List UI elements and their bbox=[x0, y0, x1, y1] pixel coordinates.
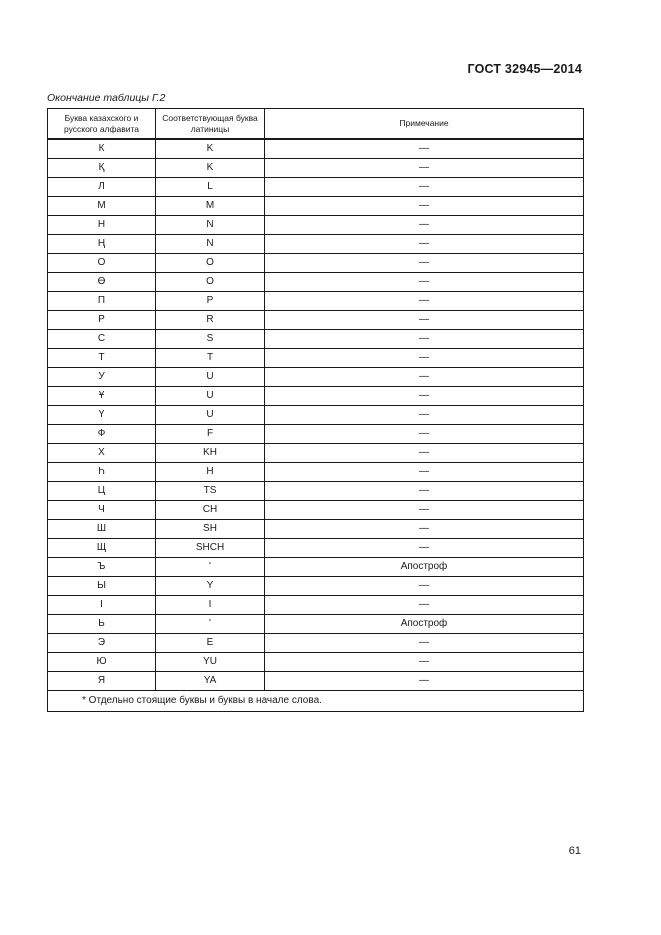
table-row bbox=[48, 482, 584, 501]
cell-cyrillic-letter: К bbox=[48, 139, 156, 159]
cell-note: — bbox=[265, 406, 584, 425]
table-row bbox=[48, 273, 584, 292]
cell-cyrillic-letter: П bbox=[48, 292, 156, 311]
table-row bbox=[48, 634, 584, 653]
table-row bbox=[48, 672, 584, 691]
cell-cyrillic-letter: М bbox=[48, 197, 156, 216]
table-row bbox=[48, 387, 584, 406]
cell-cyrillic-letter: Щ bbox=[48, 539, 156, 558]
table-row bbox=[48, 615, 584, 634]
cell-note: — bbox=[265, 292, 584, 311]
cell-note: — bbox=[265, 387, 584, 406]
cell-latin-letter: S bbox=[156, 330, 265, 349]
table-row bbox=[48, 406, 584, 425]
cell-note: — bbox=[265, 520, 584, 539]
cell-latin-letter: SHCH bbox=[156, 539, 265, 558]
cell-cyrillic-letter: І bbox=[48, 596, 156, 615]
table-row bbox=[48, 349, 584, 368]
table-row bbox=[48, 653, 584, 672]
cell-cyrillic-letter: Ұ bbox=[48, 387, 156, 406]
cell-cyrillic-letter: У bbox=[48, 368, 156, 387]
transliteration-table bbox=[47, 108, 584, 712]
cell-note: — bbox=[265, 482, 584, 501]
cell-latin-letter: P bbox=[156, 292, 265, 311]
footnote-row bbox=[48, 691, 584, 712]
table-row bbox=[48, 368, 584, 387]
table-row bbox=[48, 254, 584, 273]
table-row bbox=[48, 330, 584, 349]
cell-note: — bbox=[265, 216, 584, 235]
cell-cyrillic-letter: Р bbox=[48, 311, 156, 330]
cell-note: — bbox=[265, 330, 584, 349]
cell-note: — bbox=[265, 178, 584, 197]
cell-cyrillic-letter: Э bbox=[48, 634, 156, 653]
cell-cyrillic-letter: Ы bbox=[48, 577, 156, 596]
column-header-note: Примечание bbox=[265, 109, 584, 140]
cell-note: — bbox=[265, 634, 584, 653]
cell-latin-letter: L bbox=[156, 178, 265, 197]
cell-cyrillic-letter: Ң bbox=[48, 235, 156, 254]
cell-latin-letter: U bbox=[156, 406, 265, 425]
table-caption: Окончание таблицы Г.2 bbox=[47, 92, 166, 104]
cell-latin-letter: U bbox=[156, 368, 265, 387]
table-row bbox=[48, 235, 584, 254]
cell-cyrillic-letter: Ө bbox=[48, 273, 156, 292]
cell-note: — bbox=[265, 577, 584, 596]
cell-cyrillic-letter: О bbox=[48, 254, 156, 273]
cell-note: — bbox=[265, 501, 584, 520]
table-row bbox=[48, 596, 584, 615]
cell-note: — bbox=[265, 159, 584, 178]
cell-latin-letter: YA bbox=[156, 672, 265, 691]
table-row bbox=[48, 520, 584, 539]
cell-note: — bbox=[265, 349, 584, 368]
cell-note: — bbox=[265, 672, 584, 691]
cell-latin-letter: K bbox=[156, 139, 265, 159]
column-header-latin: Соответствующая буква латиницы bbox=[156, 109, 265, 140]
cell-latin-letter: O bbox=[156, 254, 265, 273]
cell-note: — bbox=[265, 235, 584, 254]
cell-latin-letter: Y bbox=[156, 577, 265, 596]
cell-cyrillic-letter: Л bbox=[48, 178, 156, 197]
cell-note: — bbox=[265, 539, 584, 558]
cell-note: — bbox=[265, 444, 584, 463]
table-row bbox=[48, 577, 584, 596]
column-header-cyrillic: Буква казахского и русского алфавита bbox=[48, 109, 156, 140]
cell-latin-letter: KH bbox=[156, 444, 265, 463]
cell-latin-letter: ' bbox=[156, 615, 265, 634]
cell-cyrillic-letter: Ц bbox=[48, 482, 156, 501]
cell-note: Апостроф bbox=[265, 615, 584, 634]
cell-cyrillic-letter: Н bbox=[48, 216, 156, 235]
table-row bbox=[48, 558, 584, 577]
cell-cyrillic-letter: Ү bbox=[48, 406, 156, 425]
document-code: ГОСТ 32945—2014 bbox=[467, 62, 582, 76]
table-row bbox=[48, 501, 584, 520]
cell-note: — bbox=[265, 368, 584, 387]
cell-cyrillic-letter: Я bbox=[48, 672, 156, 691]
cell-latin-letter: H bbox=[156, 463, 265, 482]
cell-latin-letter: N bbox=[156, 216, 265, 235]
cell-cyrillic-letter: Ю bbox=[48, 653, 156, 672]
cell-note: — bbox=[265, 273, 584, 292]
table-row bbox=[48, 444, 584, 463]
cell-cyrillic-letter: Ф bbox=[48, 425, 156, 444]
cell-note: — bbox=[265, 463, 584, 482]
cell-note: Апостроф bbox=[265, 558, 584, 577]
cell-cyrillic-letter: Ш bbox=[48, 520, 156, 539]
cell-cyrillic-letter: С bbox=[48, 330, 156, 349]
cell-latin-letter: SH bbox=[156, 520, 265, 539]
cell-cyrillic-letter: Х bbox=[48, 444, 156, 463]
cell-latin-letter: R bbox=[156, 311, 265, 330]
cell-latin-letter: I bbox=[156, 596, 265, 615]
cell-latin-letter: N bbox=[156, 235, 265, 254]
cell-cyrillic-letter: Қ bbox=[48, 159, 156, 178]
table-body bbox=[48, 139, 584, 691]
cell-note: — bbox=[265, 197, 584, 216]
cell-latin-letter: F bbox=[156, 425, 265, 444]
cell-cyrillic-letter: Т bbox=[48, 349, 156, 368]
cell-note: — bbox=[265, 425, 584, 444]
table-row bbox=[48, 311, 584, 330]
table-footnote: * Отдельно стоящие буквы и буквы в начале слова. bbox=[48, 691, 584, 712]
cell-latin-letter: K bbox=[156, 159, 265, 178]
cell-latin-letter: YU bbox=[156, 653, 265, 672]
cell-latin-letter: M bbox=[156, 197, 265, 216]
cell-note: — bbox=[265, 254, 584, 273]
cell-note: — bbox=[265, 653, 584, 672]
cell-note: — bbox=[265, 139, 584, 159]
cell-note: — bbox=[265, 596, 584, 615]
table-row bbox=[48, 539, 584, 558]
cell-latin-letter: T bbox=[156, 349, 265, 368]
table-row bbox=[48, 159, 584, 178]
cell-latin-letter: CH bbox=[156, 501, 265, 520]
table-row bbox=[48, 197, 584, 216]
table-header-row bbox=[48, 109, 584, 140]
cell-cyrillic-letter: Һ bbox=[48, 463, 156, 482]
table-row bbox=[48, 139, 584, 159]
table-row bbox=[48, 216, 584, 235]
cell-latin-letter: ' bbox=[156, 558, 265, 577]
cell-cyrillic-letter: Ь bbox=[48, 615, 156, 634]
cell-cyrillic-letter: Ъ bbox=[48, 558, 156, 577]
cell-latin-letter: E bbox=[156, 634, 265, 653]
table-row bbox=[48, 425, 584, 444]
cell-latin-letter: U bbox=[156, 387, 265, 406]
cell-latin-letter: TS bbox=[156, 482, 265, 501]
table-row bbox=[48, 463, 584, 482]
cell-note: — bbox=[265, 311, 584, 330]
table-row bbox=[48, 292, 584, 311]
cell-latin-letter: O bbox=[156, 273, 265, 292]
cell-cyrillic-letter: Ч bbox=[48, 501, 156, 520]
page-number: 61 bbox=[568, 845, 581, 857]
table-row bbox=[48, 178, 584, 197]
